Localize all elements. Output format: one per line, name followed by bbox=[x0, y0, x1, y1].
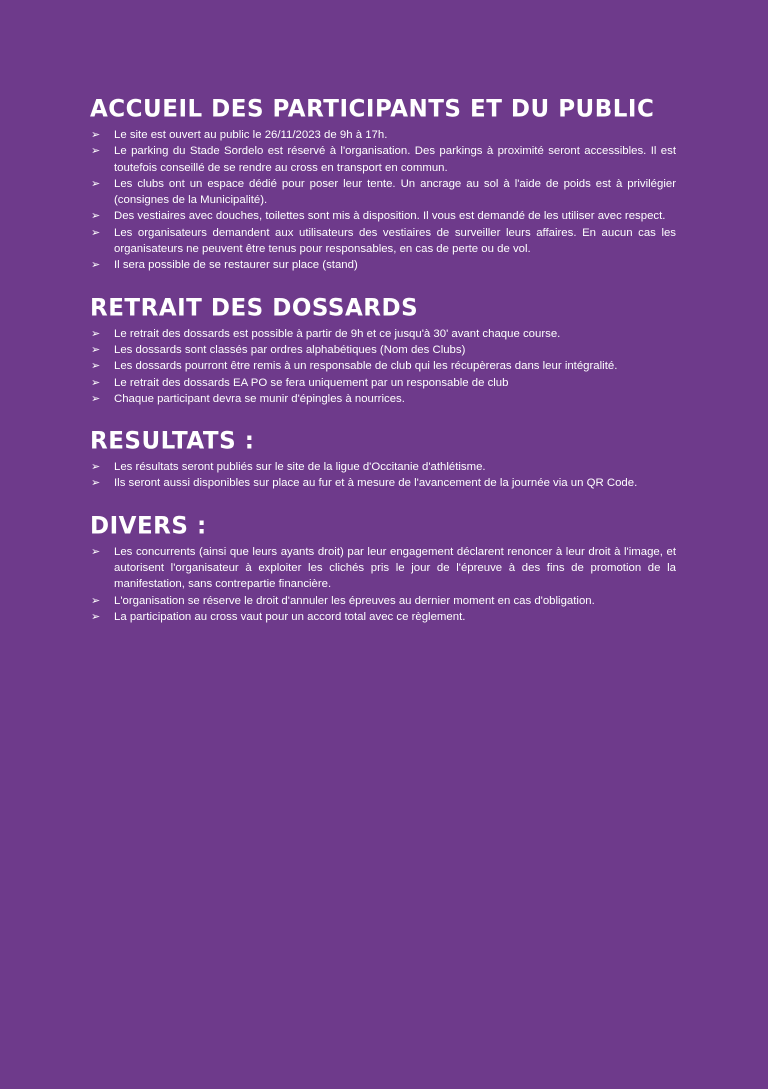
list-item-text: Les dossards sont classés par ordres alphabétiques (Nom des Clubs) bbox=[114, 343, 466, 356]
arrowhead-bullet-icon: ➢ bbox=[91, 128, 101, 141]
list-item-text: Chaque participant devra se munir d'épingles à nourrices. bbox=[114, 392, 405, 405]
arrowhead-bullet-icon: ➢ bbox=[91, 593, 101, 607]
list-item bbox=[90, 391, 676, 407]
list-item-text: L'organisation se réserve le droit d'annuler les épreuves au dernier moment en cas d'obligation. bbox=[114, 594, 595, 607]
arrowhead-bullet-icon: ➢ bbox=[91, 176, 101, 190]
list-item bbox=[90, 326, 676, 342]
list-item bbox=[90, 225, 676, 258]
arrowhead-bullet-icon: ➢ bbox=[91, 359, 101, 373]
list-item bbox=[90, 176, 676, 209]
arrowhead-bullet-icon: ➢ bbox=[91, 225, 101, 239]
list-item bbox=[90, 208, 676, 224]
list-item-text: Ils seront aussi disponibles sur place au fur et à mesure de l'avancement de la journée via un QR Code. bbox=[114, 477, 638, 490]
arrowhead-bullet-icon: ➢ bbox=[91, 342, 101, 356]
list-item-text: Il sera possible de se restaurer sur place (stand) bbox=[114, 259, 358, 272]
list-item-text: Les résultats seront publiés sur le site de la ligue d'Occitanie d'athlétisme. bbox=[114, 461, 486, 474]
list-item bbox=[90, 609, 676, 625]
list-item-text: Des vestiaires avec douches, toilettes sont mis à disposition. Il vous est demandé de les utiliser avec respect. bbox=[114, 210, 666, 223]
section-divers bbox=[90, 512, 676, 625]
arrowhead-bullet-icon: ➢ bbox=[91, 258, 101, 272]
list-item bbox=[90, 544, 676, 593]
arrowhead-bullet-icon: ➢ bbox=[91, 326, 101, 340]
arrowhead-bullet-icon: ➢ bbox=[91, 476, 101, 490]
arrowhead-bullet-icon: ➢ bbox=[91, 391, 101, 405]
arrowhead-bullet-icon: ➢ bbox=[91, 544, 101, 558]
section-accueil bbox=[90, 95, 676, 274]
arrowhead-bullet-icon: ➢ bbox=[91, 375, 101, 389]
arrowhead-bullet-icon: ➢ bbox=[91, 460, 101, 474]
list-item-text: Le site est ouvert au public le 26/11/2023 de 9h à 17h. bbox=[114, 129, 388, 141]
list-item-text: Les clubs ont un espace dédié pour poser leur tente. Un ancrage au sol à l'aide de poids est à privilégier (consignes de la Municipalité). bbox=[114, 177, 676, 207]
bullet-list bbox=[90, 127, 676, 274]
list-item bbox=[90, 475, 676, 491]
list-item bbox=[90, 459, 676, 475]
list-item bbox=[90, 143, 676, 176]
list-item bbox=[90, 342, 676, 358]
list-item-text: Le retrait des dossards EA PO se fera uniquement par un responsable de club bbox=[114, 376, 509, 389]
bullet-list bbox=[90, 326, 676, 407]
list-item bbox=[90, 358, 676, 374]
section-resultats bbox=[90, 427, 676, 492]
section-title: ACCUEIL DES PARTICIPANTS ET DU PUBLIC bbox=[90, 95, 655, 123]
list-item bbox=[90, 257, 676, 273]
arrowhead-bullet-icon: ➢ bbox=[91, 209, 101, 223]
section-title: DIVERS : bbox=[90, 512, 207, 540]
list-item-text: Les dossards pourront être remis à un responsable de club qui les récupèreras dans leur intégralité. bbox=[114, 360, 618, 373]
list-item bbox=[90, 375, 676, 391]
list-item-text: La participation au cross vaut pour un accord total avec ce règlement. bbox=[114, 610, 466, 623]
arrowhead-bullet-icon: ➢ bbox=[91, 144, 101, 158]
bullet-list bbox=[90, 544, 676, 625]
section-title: RETRAIT DES DOSSARDS bbox=[90, 294, 419, 322]
bullet-list bbox=[90, 459, 676, 492]
section-retrait-dossards bbox=[90, 294, 676, 407]
list-item-text: Le parking du Stade Sordelo est réservé à l'organisation. Des parkings à proximité seront accessibles. Il est toutefois conseillé de se rendre au cross en transport en commun. bbox=[114, 145, 676, 174]
document-content bbox=[90, 95, 676, 645]
list-item bbox=[90, 127, 676, 143]
list-item-text: Le retrait des dossards est possible à partir de 9h et ce jusqu'à 30' avant chaque course. bbox=[114, 327, 561, 340]
list-item bbox=[90, 593, 676, 609]
list-item-text: Les concurrents (ainsi que leurs ayants droit) par leur engagement déclarent renoncer à leur droit à l'image, et autorisent l'organisateur à exploiter les clichés pris le jour de l'épreuve à des fins de promotion de la manifestation, sans contrepartie financière. bbox=[114, 545, 676, 591]
list-item-text: Les organisateurs demandent aux utilisateurs des vestiaires de surveiller leurs affaires. En aucun cas les organisateurs ne peuvent être tenus pour responsables, en cas de perte ou de vol. bbox=[114, 226, 676, 256]
section-title: RESULTATS : bbox=[90, 427, 255, 456]
arrowhead-bullet-icon: ➢ bbox=[91, 609, 101, 623]
